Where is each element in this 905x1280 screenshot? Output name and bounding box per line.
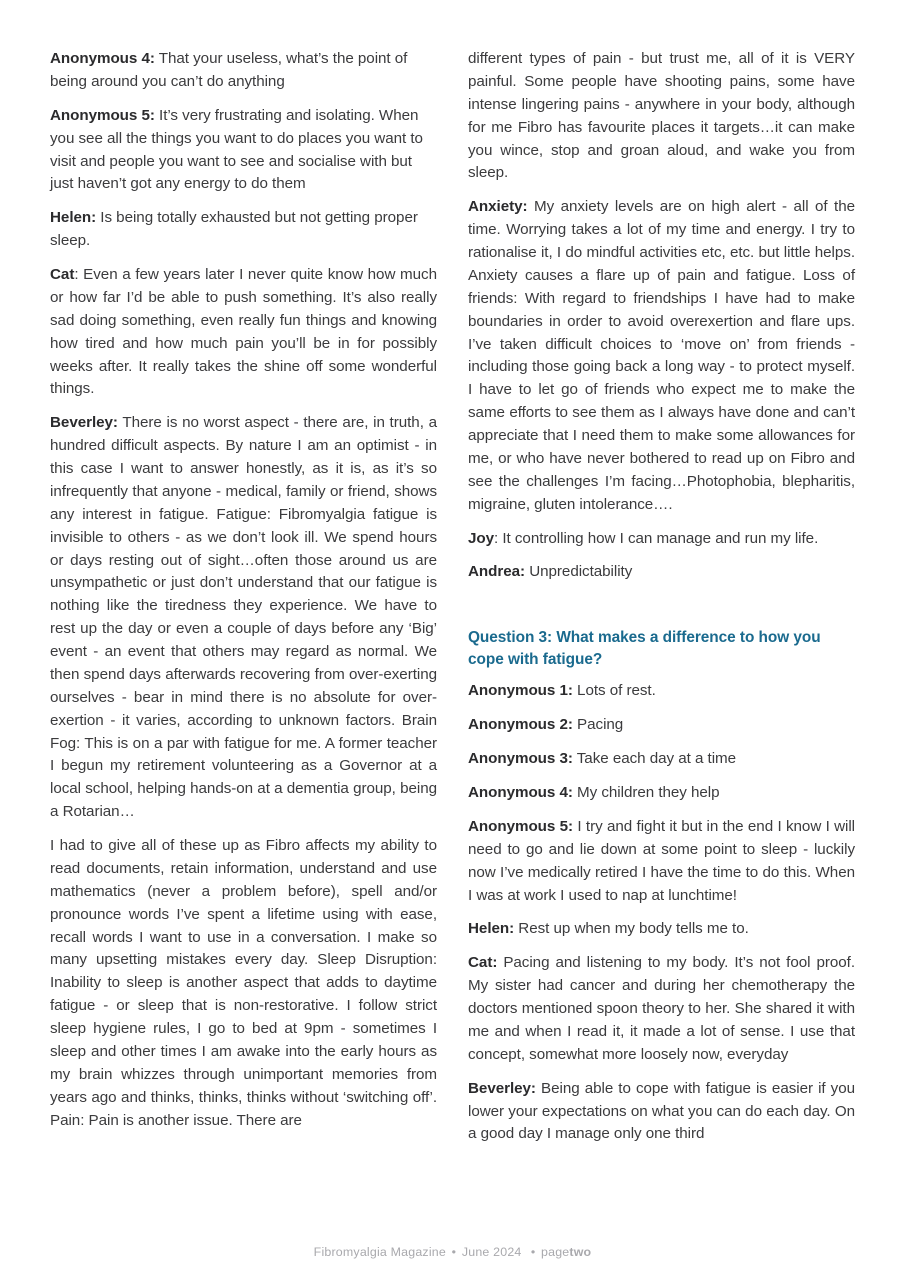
entry-text: : Even a few years later I never quite know how much or how far I’d be able to push something. It’s also really sad doing something, even really fun things and knowing how tired and how much pain you’ll be in for possibly weeks after. It really takes the shine off some wonderful things. [50, 266, 437, 398]
answer-text: Being able to cope with fatigue is easier if you lower your expectations on what you can do each day. On a good day I manage only one third [468, 1079, 855, 1143]
answer-text: Pacing [572, 716, 624, 734]
answer-text: Rest up when my body tells me to. [514, 920, 749, 938]
entry-cat [50, 264, 437, 401]
answer-anonymous-5 [468, 816, 855, 908]
speaker-label: Anonymous 5: [468, 817, 574, 835]
speaker-label: Anxiety: [468, 198, 528, 216]
continued-paragraph [468, 48, 855, 185]
answer-text: Lots of rest. [572, 682, 656, 700]
entry-text: I had to give all of these up as Fibro affects my ability to read documents, retain information, understand and use mathematics (never a problem before), spell and/or pronounce words I’ve spent a lifetime using with ease, recall words I want to use in a conversation. I make so many upsetting mistakes every day. Sleep Disruption: Inability to sleep is another aspect that adds to daytime fatigue - or sleep that is non-restorative. I follow strict sleep hygiene rules, I go to bed at 9pm - sometimes I sleep and other times I am awake into the early hours as my brain whizzes through unimportant memories from years ago and thinks, thinks, thinks without ‘switching off’. Pain: Pain is another issue. There are [50, 837, 437, 1129]
answer-text: Pacing and listening to my body. It’s not fool proof. My sister had cancer and during her chemotherapy the doctors mentioned spoon theory to her. She shared it with me and when I read it, it made a lot of sense. I use that concept, somewhat more loosely now, everyday [468, 954, 855, 1063]
answer-helen [468, 918, 855, 941]
answer-text: Take each day at a time [572, 750, 737, 768]
footer-page-label: page [541, 1244, 570, 1259]
speaker-label: Anonymous 1: [468, 682, 573, 700]
entry-text: There is no worst aspect - there are, in truth, a hundred difficult aspects. By nature I am an optimist - in this case I want to answer honestly, as it is, as it’s so infrequently that anyone - medical, family or friend, shows any interest in fatigue. Fatigue: Fibromyalgia fatigue is invisible to others - as we don’t look ill. We spend hours or days resting out of sight…often those around us are unsympathetic or just don’t understand that our fatigue is nothing like the tiredness they experience. We have to rest up the day or even a couple of days before any ‘Big’ event - an event that others may regard as normal. We then spend days afterwards recovering from over-exerting ourselves - bear in mind there is no absolute for over-exertion - it varies, according to unknown factors. Brain Fog: This is on a par with fatigue for me. A former teacher I begun my retirement volunteering as a Governor at a local school, helping hands-on at a dementia group, being a Rotarian… [50, 414, 437, 821]
entry-text: different types of pain - but trust me, all of it is VERY painful. Some people have shooting pains, some have intense lingering pains - anywhere in your body, although for me Fibro has favourite places it targets…it can make you wince, stop and groan aloud, and wake you from sleep. [468, 50, 855, 182]
entry-beverley [50, 412, 437, 824]
speaker-label: Cat: [468, 954, 498, 972]
left-column [50, 48, 437, 1143]
entry-text: : It controlling how I can manage and run my life. [494, 529, 819, 547]
answer-text: I try and fight it but in the end I know I will need to go and lie down at some point to sleep - luckily now I’ve medically retired I have the time to do this. When I was at work I used to nap at lunchtime! [468, 817, 855, 904]
entry-beverley-continued [50, 835, 437, 1132]
answer-cat [468, 952, 855, 1066]
speaker-label: Beverley: [50, 414, 118, 432]
entry-text: Unpredictability [525, 563, 633, 581]
footer-page-number: two [569, 1244, 592, 1259]
answer-anonymous-1 [468, 680, 855, 703]
footer-separator-2: • [530, 1244, 536, 1259]
speaker-label: Anonymous 5: [50, 106, 155, 124]
speaker-label: Cat [50, 266, 75, 283]
entry-text: My anxiety levels are on high alert - all of the time. Worrying takes a lot of my time and energy. I try to rationalise it, I do mindful activities etc, etc. but little helps. Anxiety causes a flare up of pain and fatigue. Loss of friends: With regard to friendships I have had to make boundaries in order to avoid overexertion and flare ups. I’ve taken difficult choices to ‘move on’ from friends - including those going back a long way - to protect myself. I have to let go of friends who expect me to make the same efforts to see them as I always have done and can’t appreciate that I need them to make some allowances for me, or who have never bothered to read up on Fibro and see the challenges I’m facing…Photophobia, blepharitis, migraine, gluten intolerance…. [468, 198, 855, 513]
footer-issue: June 2024 [461, 1244, 522, 1259]
entry-andrea [468, 561, 855, 584]
speaker-label: Anonymous 4: [50, 50, 155, 67]
section-spacer [468, 595, 855, 627]
speaker-label: Anonymous 2: [468, 716, 573, 734]
speaker-label: Anonymous 3: [468, 750, 573, 768]
right-column [468, 48, 855, 1157]
speaker-label: Joy [468, 529, 495, 547]
speaker-label: Helen: [468, 920, 515, 938]
footer-separator-1: • [451, 1244, 457, 1259]
speaker-label: Andrea: [468, 563, 526, 581]
speaker-label: Beverley: [468, 1079, 536, 1097]
footer-publication: Fibromyalgia Magazine [313, 1244, 446, 1259]
answer-anonymous-4 [468, 782, 855, 805]
entry-joy [468, 528, 855, 551]
two-column-layout [50, 48, 855, 1228]
speaker-label: Anonymous 4: [468, 784, 573, 801]
speaker-label: Helen: [50, 209, 97, 227]
entry-anonymous-5 [50, 105, 437, 197]
entry-text: Is being totally exhausted but not getting proper sleep. [50, 209, 418, 250]
question-3-heading: Question 3: What makes a difference to how you cope with fatigue? [468, 629, 821, 668]
entry-text: It’s very frustrating and isolating. When you see all the things you want to do places you want to visit and people you want to see and socialise with but just haven’t got any energy to do them [50, 106, 423, 193]
entry-anxiety [468, 196, 855, 516]
entry-anonymous-4 [50, 48, 437, 94]
answer-anonymous-2 [468, 714, 855, 737]
answer-beverley [468, 1078, 855, 1147]
answer-text: My children they help [572, 784, 720, 801]
entry-helen [50, 207, 437, 253]
page-footer [0, 1246, 905, 1258]
entry-text: That your useless, what’s the point of being around you can’t do anything [50, 50, 408, 90]
answer-anonymous-3 [468, 748, 855, 771]
